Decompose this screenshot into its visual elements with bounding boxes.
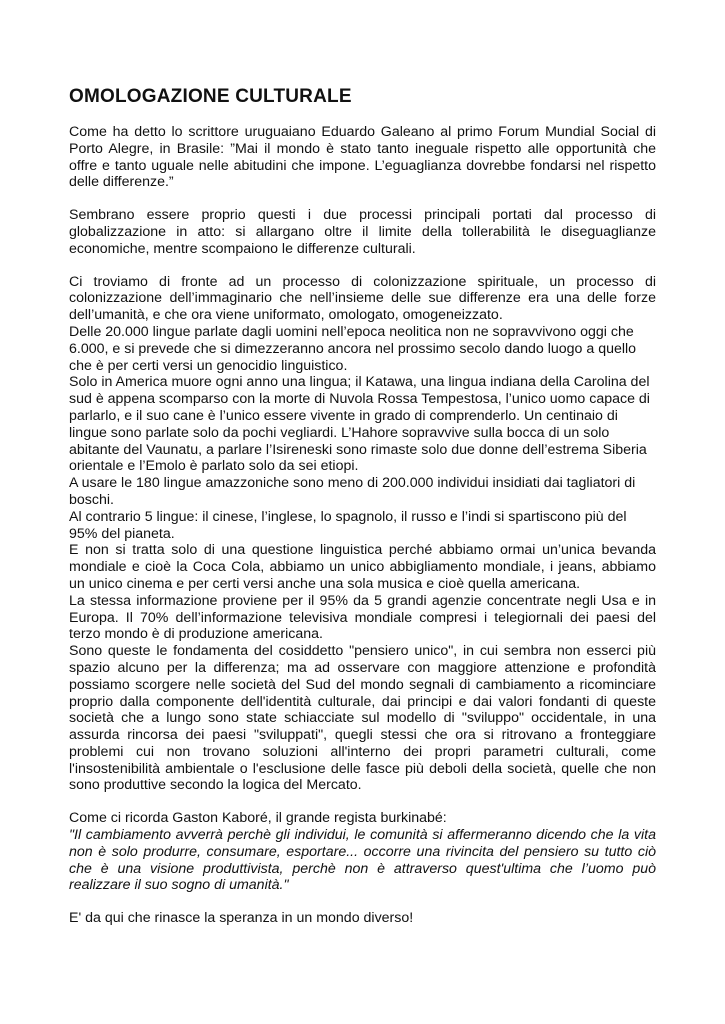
paragraph-kabore-quote: "Il cambiamento avverrà perchè gli individui, le comunità si affermeranno dicendo che la vita non è solo produrre, consumare, esportare... occorre una rivincita del pensiero su tutto ciò che è una visione produttivista, perchè non è attraverso quest'ultima che l’uomo può realizzare il suo sogno di umanità."	[69, 827, 656, 894]
page-title: OMOLOGAZIONE CULTURALE	[69, 86, 352, 107]
paragraph-pensiero-unico: Sono queste le fondamenta del cosiddetto "pensiero unico", in cui sembra non esserci più spazio alcuno per la differenza; ma ad osservare con maggiore attenzione e profondità possiamo scorgere nelle società del Sud del mondo segnali di cambiamento a ricominciare proprio dalla componente dell'identità culturale, dai principi e dai valori fondanti di queste società che a lungo sono state schiacciate sul modello di "sviluppo" occidentale, in una assurda rincorsa dei paesi "sviluppati", quegli stessi che ora si ritrovano a fronteggiare problemi cui non trovano soluzioni all'interno dei propri parametri culturali, come l'insostenibilità ambientale o l'esclusione delle fasce più deboli della società, quelle che non sono produttive secondo la logica del Mercato.	[69, 643, 656, 794]
paragraph-amazon-languages: A usare le 180 lingue amazzoniche sono meno di 200.000 individui insidiati dai tagliatori di boschi.	[69, 475, 636, 508]
paragraph-colonization: Ci troviamo di fronte ad un processo di colonizzazione spirituale, un processo di colonizzazione dell’immaginario che nell’insieme delle sue differenze era una delle forze dell’umanità, e che ora viene uniformato, omologato, omogeneizzato.	[69, 273, 656, 324]
paragraph-information: La stessa informazione proviene per il 95% da 5 grandi agenzie concentrate negli Usa e in Europa. Il 70% dell’informazione televisiva mondiale compresi i telegiornali dei paesi del terzo mondo è di produzione americana.	[69, 592, 656, 643]
paragraph-conclusion: E' da qui che rinasce la speranza in un mondo diverso!	[69, 910, 414, 927]
paragraph-globalization: Sembrano essere proprio questi i due processi principali portati dal processo di globalizzazione in atto: si allargano oltre il limite della tollerabilità le diseguaglianze economiche, mentre scompaiono le differenze culturali.	[69, 207, 656, 257]
paragraph-galeano-quote: Come ha detto lo scrittore uruguaiano Eduardo Galeano al primo Forum Mundial Social di Porto Alegre, in Brasile: ”Mai il mondo è stato tanto ineguale rispetto alle opportunità che offre e tanto uguale nelle abitudini che impone. L’eguaglianza dovrebbe fondarsi nel rispetto delle differenze.”	[69, 124, 656, 191]
paragraph-five-languages: Al contrario 5 lingue: il cinese, l’inglese, lo spagnolo, il russo e l’indi si spartiscono più del 95% del pianeta.	[69, 508, 627, 542]
paragraph-kabore-intro: Come ci ricorda Gaston Kaboré, il grande regista burkinabé:	[69, 810, 447, 827]
paragraph-global-products: E non si tratta solo di una questione linguistica perché abbiamo ormai un’unica bevanda mondiale e cioè la Coca Cola, abbiamo un unico abbigliamento mondiale, i jeans, abbiamo un unico cinema e per certi versi anche una sola musica e cioè quella americana.	[69, 542, 656, 592]
paragraph-america-languages: Solo in America muore ogni anno una lingua; il Katawa, una lingua indiana della Carolina del sud è appena scomparso con la morte di Nuvola Rossa Tempestosa, l’unico uomo capace di parlarlo, e il suo cane è l’unico essere vivente in grado di comprenderlo. Un centinaio di lingue sono parlate solo da pochi vegliardi. L’Hahore sopravvive sulla bocca di un solo abitante del Vaunatu, a parlare l’Isireneski sono rimaste solo due donne dell’estrema Siberia orientale e l’Emolo è parlato solo da sei etiopi.	[69, 374, 650, 475]
paragraph-languages-count: Delle 20.000 lingue parlate dagli uomini nell’epoca neolitica non ne sopravvivono oggi che 6.000, e si prevede che si dimezzeranno ancora nel prossimo secolo dando luogo a quello che è per certi versi un genocidio linguistico.	[69, 323, 637, 374]
